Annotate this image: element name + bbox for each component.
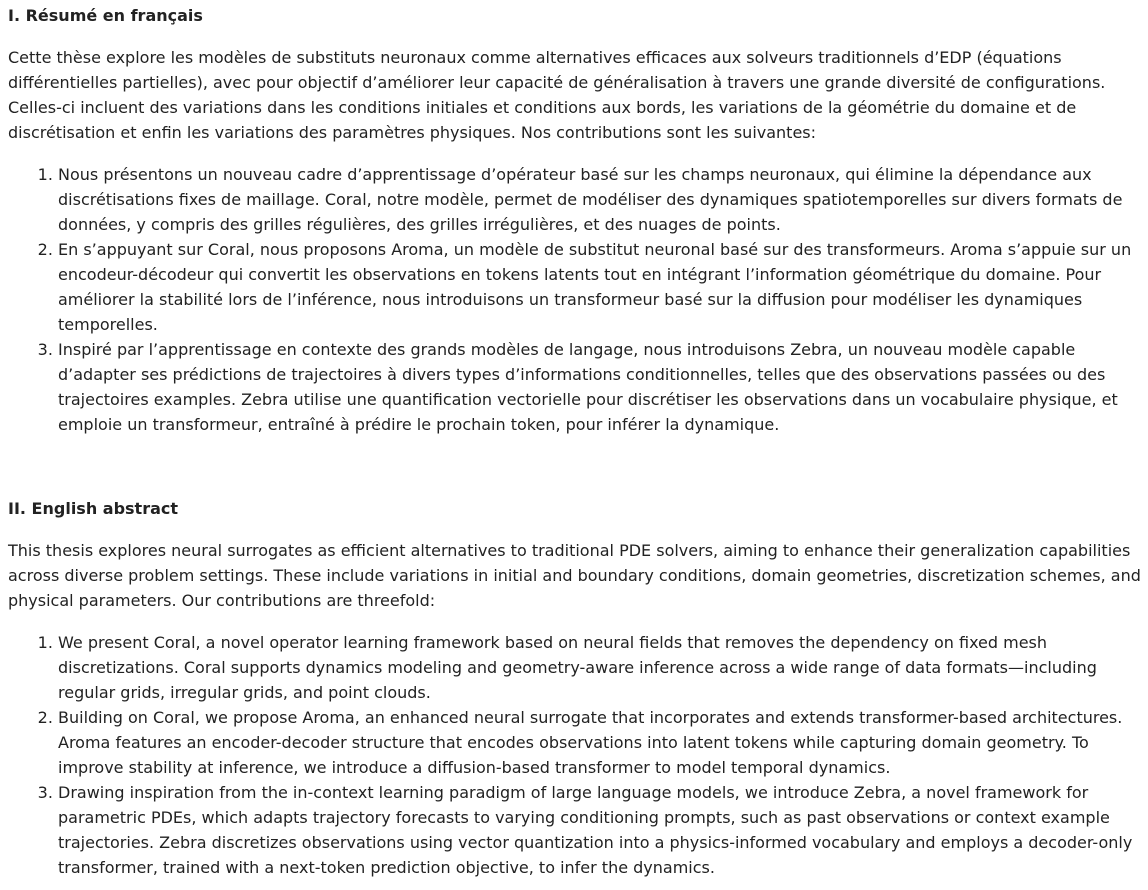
french-contribution-item: 1. Nous présentons un nouveau cadre d’apprentissage d’opérateur basé sur les champs neuronaux, qui élimine la dépendance aux discrétisations fixes de maillage. Coral, notre modèle, permet de modéliser des dynamiques spatiotemporelles sur divers formats de données, y compris des grilles régulières, des grilles irrégulières, et des nuages de points. xyxy=(58,162,1144,237)
english-contributions-list xyxy=(8,630,1144,880)
french-summary-intro: Cette thèse explore les modèles de substituts neuronaux comme alternatives efficaces aux solveurs traditionnels d’EDP (équations différentielles partielles), avec pour objectif d’améliorer leur capacité de généralisation à travers une grande diversité de configurations. Celles-ci incluent des variations dans les conditions initiales et conditions aux bords, les variations de la géométrie du domaine et de discrétisation et enfin les variations des paramètres physiques. Nos contributions sont les suivantes: xyxy=(8,48,1106,142)
english-abstract-title: II. English abstract xyxy=(8,499,179,518)
french-contributions-list xyxy=(8,162,1144,437)
english-abstract-section xyxy=(8,496,1144,880)
french-contribution-item: 3. Inspiré par l’apprentissage en contexte des grands modèles de langage, nous introduisons Zebra, un nouveau modèle capable d’adapter ses prédictions de trajectoires à divers types d’informations conditionnelles, telles que des observations passées ou des trajectoires examples. Zebra utilise une quantification vectorielle pour discrétiser les observations dans un vocabulaire physique, et emploie un transformeur, entraîné à prédire le prochain token, pour inférer la dynamique. xyxy=(58,337,1144,437)
english-contribution-item: 2. Building on Coral, we propose Aroma, an enhanced neural surrogate that incorporates and extends transformer-based architectures. Aroma features an encoder-decoder structure that encodes observations into latent tokens while capturing domain geometry. To improve stability at inference, we introduce a diffusion-based transformer to model temporal dynamics. xyxy=(58,705,1144,780)
french-summary-section xyxy=(8,3,1144,437)
english-abstract-intro: This thesis explores neural surrogates as efficient alternatives to traditional PDE solvers, aiming to enhance their generalization capabilities across diverse problem settings. These include variations in initial and boundary conditions, domain geometries, discretization schemes, and physical parameters. Our contributions are threefold: xyxy=(8,541,1141,610)
french-summary-title: I. Résumé en français xyxy=(8,6,203,25)
french-contribution-item: 2. En s’appuyant sur Coral, nous proposons Aroma, un modèle de substitut neuronal basé sur des transformeurs. Aroma s’appuie sur un encodeur-décodeur qui convertit les observations en tokens latents tout en intégrant l’information géométrique du domaine. Pour améliorer la stabilité lors de l’inférence, nous introduisons un transformeur basé sur la diffusion pour modéliser les dynamiques temporelles. xyxy=(58,237,1144,337)
english-contribution-item: 1. We present Coral, a novel operator learning framework based on neural fields that removes the dependency on fixed mesh discretizations. Coral supports dynamics modeling and geometry-aware inference across a wide range of data formats—including regular grids, irregular grids, and point clouds. xyxy=(58,630,1144,705)
english-contribution-item: 3. Drawing inspiration from the in-context learning paradigm of large language models, we introduce Zebra, a novel framework for parametric PDEs, which adapts trajectory forecasts to varying conditioning prompts, such as past observations or context example trajectories. Zebra discretizes observations using vector quantization into a physics-informed vocabulary and employs a decoder-only transformer, trained with a next-token prediction objective, to infer the dynamics. xyxy=(58,780,1144,880)
